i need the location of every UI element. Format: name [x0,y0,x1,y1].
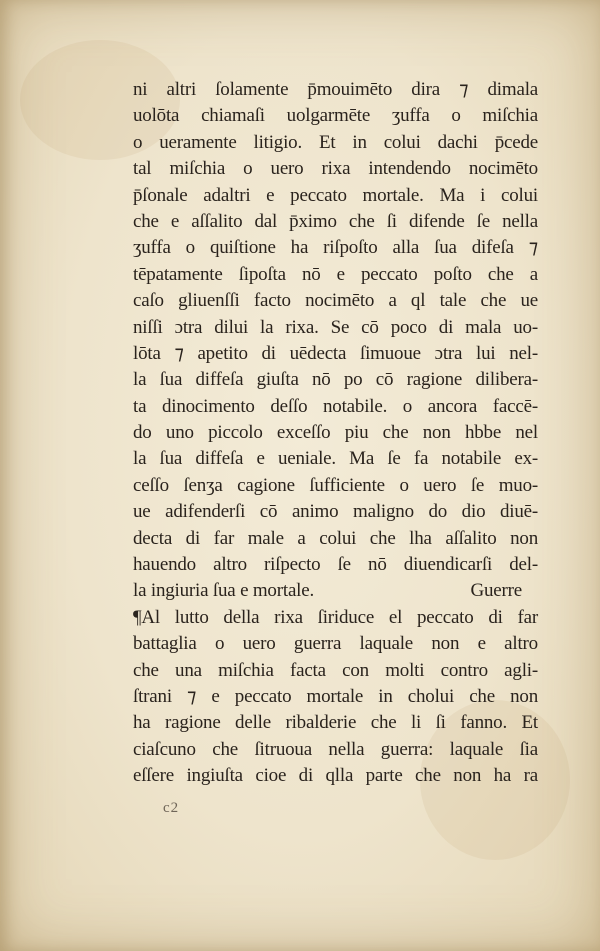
text-line: caſo gliuenſſi facto nocimēto a ql tale che ue [133,290,538,312]
text-line: do uno piccolo exceſſo piu che non hbbe nel [133,422,538,444]
text-line: o ueramente litigio. Et in colui dachi p̄cede [133,131,538,153]
section-heading: Guerre [470,580,522,602]
text-line: ni altri ſolamente p̄mouimēto dira ⁊ dimala [133,79,538,100]
text-line: la ſua diffeſa e ueniale. Ma ſe fa notabile ex- [133,448,538,470]
text-line: battaglia o uero guerra laquale non e altro [133,633,538,655]
text-line: ta dinocimento deſſo notabile. o ancora faccē- [133,395,538,417]
text-line: ſtrani ⁊ e peccato mortale in cholui che non [133,685,538,707]
text-column [133,77,538,790]
text-line: ceſſo ſenʒa cagione ſufficiente o uero ſe muo- [133,474,538,496]
text-line: ha ragione delle ribalderie che li ſi fanno. Et [133,712,538,734]
text-line: hauendo altro riſpecto ſe nō diuendicarſi del- [133,554,538,576]
text-line-with-heading [133,578,538,604]
text-line: ¶Al lutto della rixa ſiriduce el peccato di far [133,606,538,628]
text-line: la ſua diffeſa giuſta nō po cō ragione dilibera- [133,369,538,391]
text-line: la ingiuria ſua e mortale. [133,580,315,602]
signature-mark: c2 [163,800,180,816]
text-line: ʒuffa o quiſtione ha riſpoſto alla ſua difeſa ⁊ [133,237,538,259]
text-line: decta di far male a colui che lha aſſalito non [133,527,538,549]
text-line: ciaſcuno che ſitruoua nella guerra: laquale ſia [133,738,538,760]
text-line: p̄ſonale adaltri e peccato mortale. Ma i colui [133,184,538,206]
text-line: uolōta chiamaſi uolgarmēte ʒuffa o miſchia [133,105,538,127]
text-line: tēpatamente ſipoſta nō e peccato poſto che a [133,263,538,285]
text-line: niſſi ɔtra dilui la rixa. Se cō poco di mala uo- [133,316,538,338]
text-line: che e aſſalito dal p̄ximo che ſi difende ſe nella [133,210,538,232]
text-line: lōta ⁊ apetito di uēdecta ſimuoue ɔtra lui nel- [133,342,538,364]
text-line: ue adifenderſi cō animo maligno do dio diuē- [133,501,538,523]
text-line: tal miſchia o uero rixa intendendo nocimēto [133,158,538,180]
text-line: che una miſchia facta con molti contro agli- [133,659,538,681]
text-line: eſſere ingiuſta cioe di qlla parte che non ha ra [133,765,538,787]
